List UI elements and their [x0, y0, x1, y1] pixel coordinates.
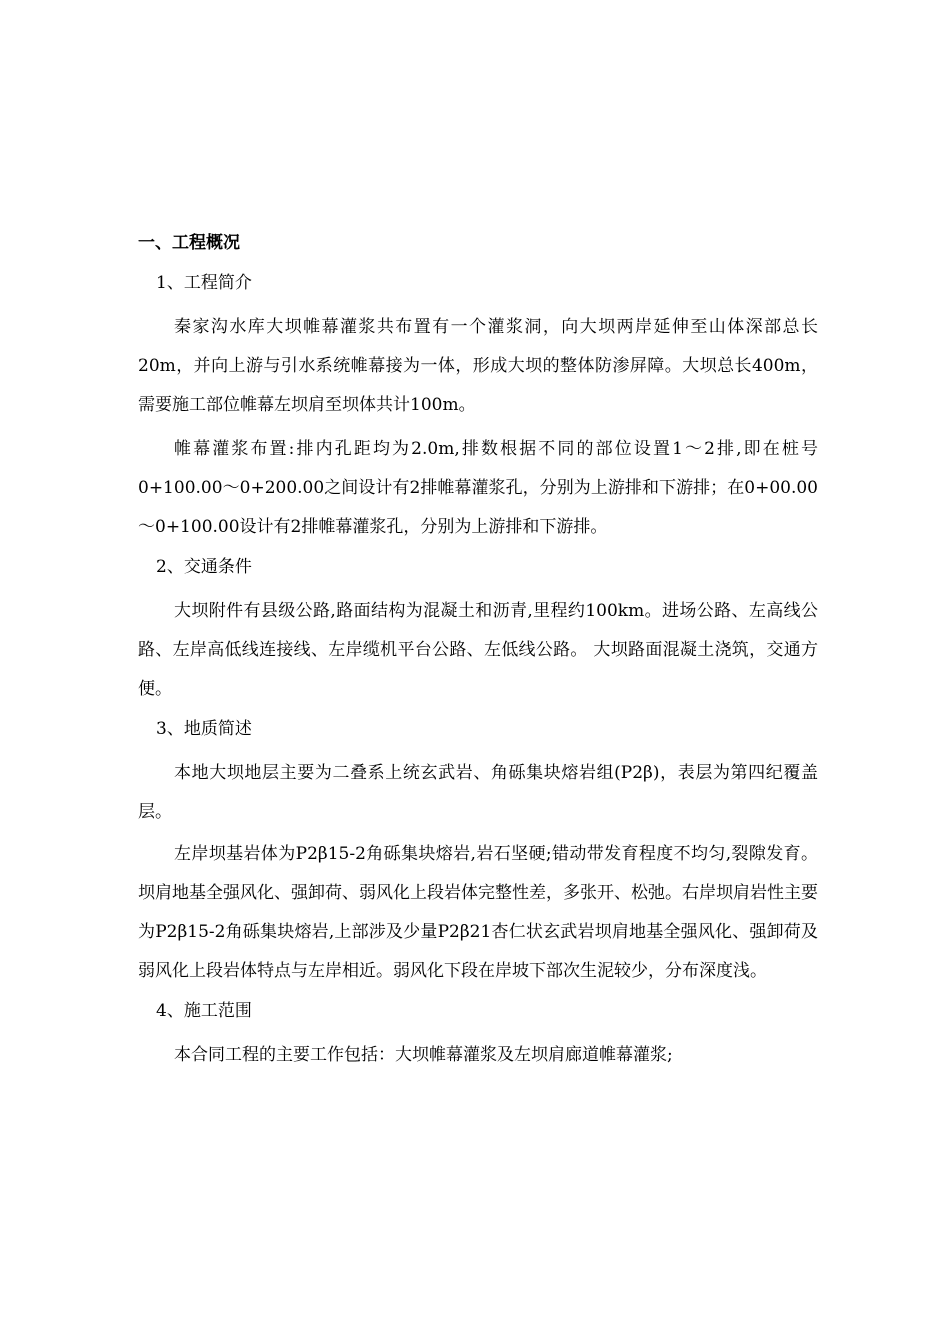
subsection-title-scope: 4、施工范围	[156, 1001, 252, 1021]
paragraph-scope-1: 本合同工程的主要工作包括：大坝帷幕灌浆及左坝肩廊道帷幕灌浆;	[174, 1045, 673, 1065]
paragraph-geology-2: 左岸坝基岩体为P2β15-2角砾集块熔岩,岩石坚硬;错动带发育程度不均匀,裂隙发育。坝肩地基全强风化、强卸荷、弱风化上段岩体完整性差，多张开、松弛。右岸坝肩岩性主要为P2β15-2角砾集块熔岩,上部涉及少量P2β21杏仁状玄武岩坝肩地基全强风化、强卸荷及弱风化上段岩体特点与左岸相近。弱风化下段在岸坡下部次生泥较少，分布深度浅。	[138, 844, 818, 981]
paragraph-traffic-1: 大坝附件有县级公路,路面结构为混凝土和沥青,里程约100km。进场公路、左高线公路、左岸高低线连接线、左岸缆机平台公路、左低线公路。 大坝路面混凝土浇筑，交通方便。	[138, 601, 818, 699]
subsection-title-intro: 1、工程简介	[156, 273, 252, 293]
document-body	[138, 228, 818, 1080]
subsection-title-traffic: 2、交通条件	[156, 557, 252, 577]
section-title-overview: 一、工程概况	[138, 233, 240, 253]
subsection-title-geology: 3、地质简述	[156, 719, 252, 739]
paragraph-intro-1: 秦家沟水库大坝帷幕灌浆共布置有一个灌浆洞，向大坝两岸延伸至山体深部总长20m，并向上游与引水系统帷幕接为一体，形成大坝的整体防渗屏障。大坝总长400m，需要施工部位帷幕左坝肩至坝体共计100m。	[138, 317, 818, 415]
paragraph-geology-1: 本地大坝地层主要为二叠系上统玄武岩、角砾集块熔岩组(P2β)，表层为第四纪覆盖层。	[138, 763, 818, 822]
paragraph-intro-2: 帷幕灌浆布置:排内孔距均为2.0m,排数根据不同的部位设置1～2排,即在桩号0+100.00～0+200.00之间设计有2排帷幕灌浆孔，分别为上游排和下游排；在0+00.00～0+100.00设计有2排帷幕灌浆孔，分别为上游排和下游排。	[138, 439, 818, 537]
